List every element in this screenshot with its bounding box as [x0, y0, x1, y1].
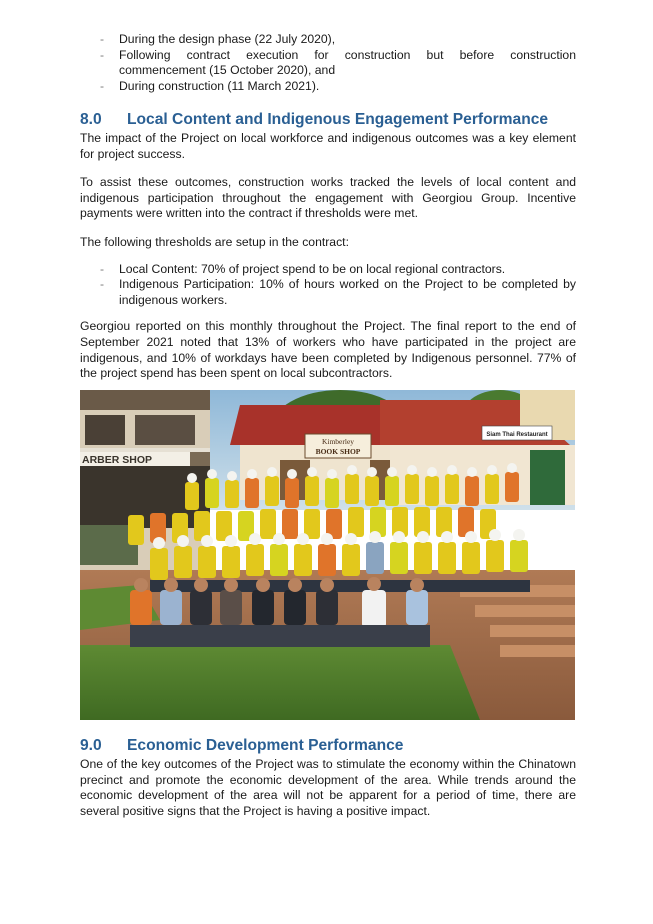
list-item-text: Following contract execution for construction but before construction commencement (15 October 2020), and — [119, 47, 576, 78]
paragraph: The following thresholds are setup in the contract: — [80, 234, 349, 249]
thresholds-list — [80, 262, 576, 309]
group-photo-illustration — [80, 390, 575, 720]
paragraph: To assist these outcomes, construction works tracked the levels of local content and indigenous participation throughout the engagement with Georgiou Group. Incentive payments were written into the contract if thresholds were met. — [80, 175, 576, 221]
list-item-text: Local Content: 70% of project spend to be on local regional contractors. — [119, 261, 506, 276]
list-item-text: Indigenous Participation: 10% of hours worked on the Project to be completed by indigenous workers. — [119, 277, 576, 307]
book-shop-sign — [305, 434, 371, 458]
svg-text:Kimberley: Kimberley — [321, 437, 355, 446]
svg-text:Siam Thai Restaurant: Siam Thai Restaurant — [486, 432, 548, 438]
section-8-body — [80, 131, 576, 382]
design-review-list — [80, 32, 576, 94]
svg-text:BOOK SHOP: BOOK SHOP — [315, 447, 361, 456]
section-9-body — [80, 757, 576, 819]
paragraph: The impact of the Project on local workforce and indigenous outcomes was a key element for project success. — [80, 131, 576, 161]
list-item-text: During construction (11 March 2021). — [119, 78, 320, 93]
list-item: - Local Content: 70% of project spend to be on local regional contractors. — [100, 261, 506, 276]
list-item: - During construction (11 March 2021). — [100, 78, 320, 93]
team-group-photo — [80, 390, 575, 720]
list-item: - During the design phase (22 July 2020), — [100, 32, 336, 46]
section-number: 8.0 — [80, 111, 102, 128]
paragraph: Georgiou reported on this monthly throughout the Project. The final report to the end of September 2021 noted that 13% of workers who have participated in the project are indigenous, and 10% of workdays have been completed by Indigenous personnel. 77% of the project spend has been spent on local subcontractors. — [80, 319, 576, 381]
restaurant-sign — [482, 426, 552, 440]
list-item: - Following contract execution for construction but before construction commencement (15 October 2020), and — [100, 47, 576, 78]
paragraph: One of the key outcomes of the Project was to stimulate the economy within the Chinatown precinct and promote the economic development of the area. While trends around the economic development of the area will not be apparent for a period of time, there are several positive signs that the Project is having a positive impact. — [80, 757, 576, 818]
list-item: - Indigenous Participation: 10% of hours worked on the Project to be completed by indigenous workers. — [100, 277, 576, 307]
barber-shop-sign — [80, 452, 190, 466]
design-review-list-block — [80, 32, 576, 94]
svg-text:ARBER SHOP: ARBER SHOP — [82, 454, 153, 466]
section-8-heading — [80, 111, 548, 129]
list-item-text: During the design phase (22 July 2020), — [119, 32, 336, 46]
section-title: Local Content and Indigenous Engagement Performance — [127, 111, 549, 128]
section-9-heading — [80, 737, 403, 755]
section-number: 9.0 — [80, 737, 102, 754]
section-title: Economic Development Performance — [127, 737, 404, 754]
